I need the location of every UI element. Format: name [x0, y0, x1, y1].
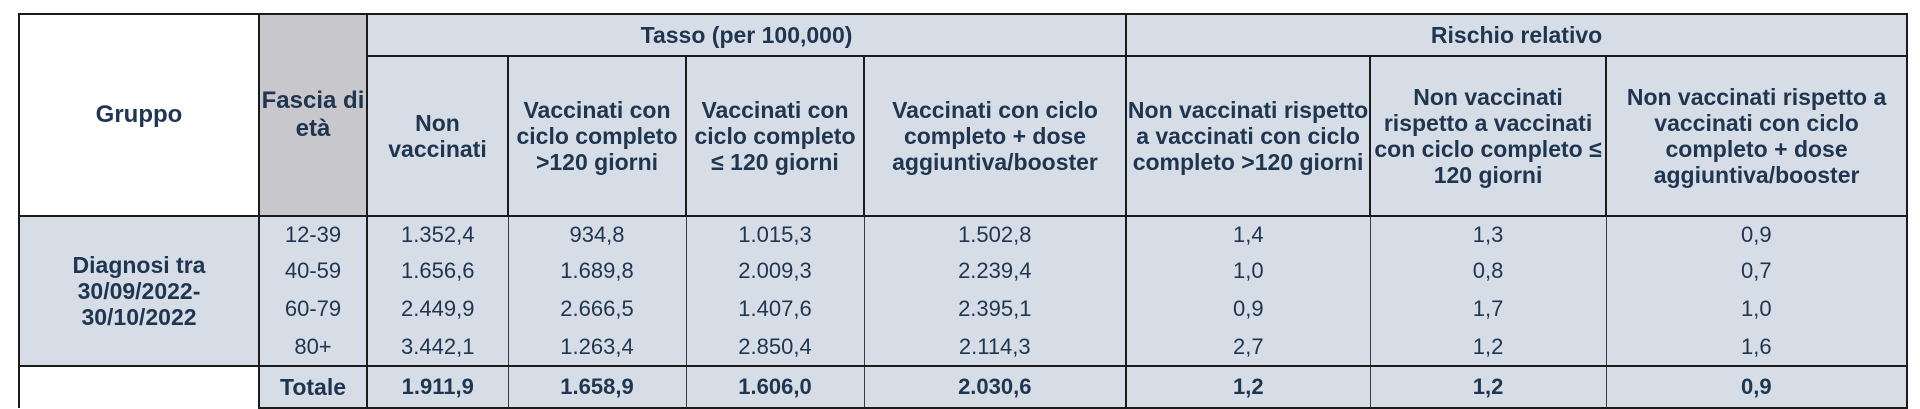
table-row: [19, 329, 1907, 366]
table-cell: 1,3: [1370, 216, 1606, 253]
total-cell: 1.606,0: [686, 366, 864, 408]
rates-table-container: [18, 13, 1906, 409]
table-cell: 1.263,4: [508, 329, 686, 366]
rate-col-header-0: Non vaccinati: [367, 56, 508, 216]
table-cell: 2.666,5: [508, 289, 686, 329]
total-cell: 1,2: [1126, 366, 1370, 408]
group-label: Diagnosi tra 30/09/2022-30/10/2022: [19, 216, 259, 366]
total-cell: 2.030,6: [864, 366, 1126, 408]
table-cell: 2.009,3: [686, 253, 864, 289]
table-cell: 2,7: [1126, 329, 1370, 366]
table-cell: 1,4: [1126, 216, 1370, 253]
risk-col-header-1: Non vaccinati rispetto a vaccinati con ciclo completo ≤ 120 giorni: [1370, 56, 1606, 216]
table-cell: 0,8: [1370, 253, 1606, 289]
table-cell: 934,8: [508, 216, 686, 253]
total-row: [19, 366, 1907, 408]
table-cell: 2.395,1: [864, 289, 1126, 329]
risk-group-header: Rischio relativo: [1126, 14, 1907, 56]
table-cell: 2.449,9: [367, 289, 508, 329]
table-cell: 3.442,1: [367, 329, 508, 366]
header-row-1: [19, 14, 1907, 56]
table-cell: 2.239,4: [864, 253, 1126, 289]
table-cell: 2.114,3: [864, 329, 1126, 366]
age-band-cell: 40-59: [259, 253, 367, 289]
table-cell: 0,7: [1606, 253, 1907, 289]
table-cell: 2.850,4: [686, 329, 864, 366]
total-cell: 1,2: [1370, 366, 1606, 408]
rate-group-header: Tasso (per 100,000): [367, 14, 1126, 56]
total-cell: 1.658,9: [508, 366, 686, 408]
table-cell: 0,9: [1606, 216, 1907, 253]
risk-col-header-2: Non vaccinati rispetto a vaccinati con ciclo completo + dose aggiuntiva/booster: [1606, 56, 1907, 216]
risk-col-header-0: Non vaccinati rispetto a vaccinati con ciclo completo >120 giorni: [1126, 56, 1370, 216]
table-cell: 1.656,6: [367, 253, 508, 289]
table-cell: 1.502,8: [864, 216, 1126, 253]
table-row: [19, 216, 1907, 253]
age-band-cell: 12-39: [259, 216, 367, 253]
total-label: Totale: [259, 366, 367, 408]
table-cell: 1,2: [1370, 329, 1606, 366]
age-band-cell: 80+: [259, 329, 367, 366]
table-cell: 1,6: [1606, 329, 1907, 366]
table-cell: 0,9: [1126, 289, 1370, 329]
table-row: [19, 289, 1907, 329]
age-band-header: Fascia di età: [259, 14, 367, 216]
age-band-cell: 60-79: [259, 289, 367, 329]
total-cell: 1.911,9: [367, 366, 508, 408]
total-row-blank: [19, 366, 259, 408]
table-cell: 1.015,3: [686, 216, 864, 253]
rates-table: [18, 13, 1908, 409]
rate-col-header-3: Vaccinati con ciclo completo + dose aggiuntiva/booster: [864, 56, 1126, 216]
rate-col-header-2: Vaccinati con ciclo completo ≤ 120 giorni: [686, 56, 864, 216]
group-header: Gruppo: [19, 14, 259, 216]
rate-col-header-1: Vaccinati con ciclo completo >120 giorni: [508, 56, 686, 216]
table-cell: 1,0: [1126, 253, 1370, 289]
table-cell: 1.407,6: [686, 289, 864, 329]
table-cell: 1,0: [1606, 289, 1907, 329]
table-cell: 1.352,4: [367, 216, 508, 253]
table-cell: 1,7: [1370, 289, 1606, 329]
table-cell: 1.689,8: [508, 253, 686, 289]
table-row: [19, 253, 1907, 289]
total-cell: 0,9: [1606, 366, 1907, 408]
